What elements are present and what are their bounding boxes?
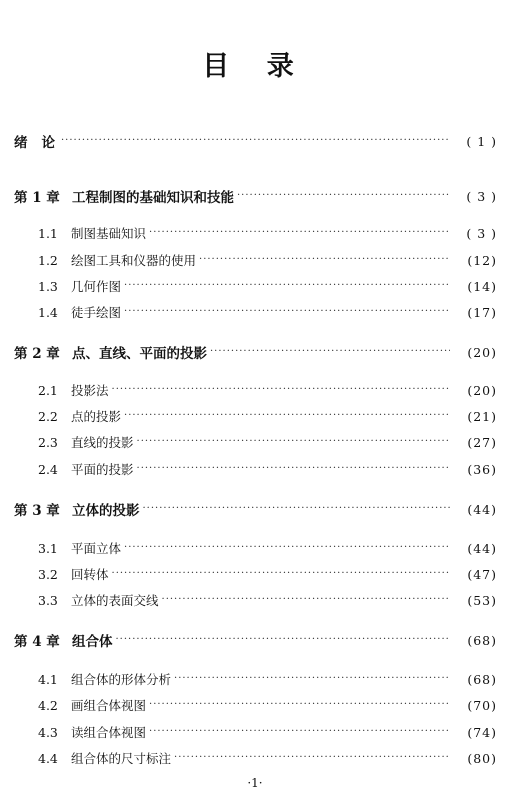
toc-entry-page: (47) bbox=[467, 566, 497, 582]
toc-entry-label: 绘图工具和仪器的使用 bbox=[71, 253, 197, 268]
toc-entry-number: 第 4 章 bbox=[14, 634, 60, 650]
dot-leader bbox=[137, 435, 450, 449]
dot-leader bbox=[210, 345, 450, 359]
toc-entry-number: 1.4 bbox=[38, 304, 58, 320]
page-number-footer: ·1· bbox=[247, 776, 263, 790]
toc-entry bbox=[0, 405, 510, 427]
toc-entry bbox=[0, 301, 510, 323]
dot-leader bbox=[112, 567, 450, 581]
toc-entry bbox=[0, 563, 510, 585]
toc-entry-number: 1.1 bbox=[38, 225, 58, 241]
toc-entry-label: 投影法 bbox=[71, 383, 109, 398]
dot-leader bbox=[149, 698, 450, 712]
toc-entry-number: 2.4 bbox=[38, 461, 58, 477]
toc-entry-number: 3.3 bbox=[38, 592, 58, 608]
toc-entry-page: (53) bbox=[467, 592, 497, 608]
toc-entry bbox=[0, 130, 510, 152]
toc-entry-label: 组合体的尺寸标注 bbox=[71, 751, 172, 766]
toc-entry-number: 绪论 bbox=[14, 135, 69, 151]
toc-entry-label: 制图基础知识 bbox=[71, 226, 147, 241]
toc-entry-number: 4.1 bbox=[38, 671, 58, 687]
toc-entry-number: 第 1 章 bbox=[14, 190, 60, 206]
dot-leader bbox=[124, 279, 450, 293]
toc-entry bbox=[0, 275, 510, 297]
toc-entry bbox=[0, 379, 510, 401]
toc-entry-number: 2.2 bbox=[38, 408, 58, 424]
toc-entry-page: (17) bbox=[467, 304, 497, 320]
dot-leader bbox=[112, 383, 450, 397]
toc-entry-page: ( 3 ) bbox=[466, 188, 497, 204]
dot-leader bbox=[149, 226, 450, 240]
toc-entry-page: (44) bbox=[467, 540, 497, 556]
dot-leader bbox=[174, 672, 450, 686]
dot-leader bbox=[149, 725, 450, 739]
dot-leader bbox=[137, 462, 450, 476]
toc-entry bbox=[0, 589, 510, 611]
toc-entry-label: 徒手绘图 bbox=[71, 305, 122, 320]
toc-entry-page: (20) bbox=[467, 382, 497, 398]
toc-entry-number: 4.4 bbox=[38, 750, 58, 766]
toc-entry-label: 工程制图的基础知识和技能 bbox=[72, 190, 234, 206]
toc-entry-number: 4.2 bbox=[38, 697, 58, 713]
toc-entry-label: 画组合体视图 bbox=[71, 698, 147, 713]
toc-entry bbox=[0, 341, 510, 363]
dot-leader bbox=[162, 593, 450, 607]
toc-entry-label: 平面的投影 bbox=[71, 462, 134, 477]
toc-entry-number: 1.2 bbox=[38, 252, 58, 268]
toc-entry-label: 组合体 bbox=[72, 634, 113, 650]
toc-entry-number: 4.3 bbox=[38, 724, 58, 740]
dot-leader bbox=[174, 751, 450, 765]
toc-entry-page: ( 3 ) bbox=[466, 225, 497, 241]
toc-entry bbox=[0, 458, 510, 480]
page-title: 目 录 bbox=[202, 51, 308, 82]
toc-entry bbox=[0, 721, 510, 743]
toc-entry-number: 3.2 bbox=[38, 566, 58, 582]
toc-entry bbox=[0, 249, 510, 271]
toc-entry-label: 几何作图 bbox=[71, 279, 122, 294]
toc-entry-page: (20) bbox=[467, 344, 497, 360]
toc-entry bbox=[0, 498, 510, 520]
toc-entry-label: 回转体 bbox=[71, 567, 109, 582]
toc-entry-label: 点的投影 bbox=[71, 409, 122, 424]
toc-entry-page: (74) bbox=[467, 724, 497, 740]
dot-leader bbox=[124, 541, 450, 555]
toc-entry bbox=[0, 747, 510, 769]
dot-leader bbox=[143, 502, 451, 516]
dot-leader bbox=[199, 253, 450, 267]
toc-entry-label: 组合体的形体分析 bbox=[71, 672, 172, 687]
toc-entry bbox=[0, 222, 510, 244]
dot-leader bbox=[124, 409, 450, 423]
dot-leader bbox=[116, 633, 451, 647]
toc-entry bbox=[0, 185, 510, 207]
toc-entry-page: (12) bbox=[467, 252, 497, 268]
toc-entry-label: 平面立体 bbox=[71, 541, 122, 556]
toc-entry-number: 2.1 bbox=[38, 382, 58, 398]
toc-entry-number: 2.3 bbox=[38, 434, 58, 450]
toc-entry bbox=[0, 668, 510, 690]
toc-entry-page: (44) bbox=[467, 501, 497, 517]
toc-entry-page: (68) bbox=[467, 671, 497, 687]
toc-entry-page: (80) bbox=[467, 750, 497, 766]
toc-entry-number: 1.3 bbox=[38, 278, 58, 294]
toc-entry-page: ( 1 ) bbox=[466, 133, 497, 149]
toc-entry bbox=[0, 537, 510, 559]
toc-entry-number: 第 2 章 bbox=[14, 346, 60, 362]
toc-entry-number: 3.1 bbox=[38, 540, 58, 556]
dot-leader bbox=[61, 134, 450, 148]
toc-entry-label: 读组合体视图 bbox=[71, 725, 147, 740]
toc-entry-label: 立体的表面交线 bbox=[71, 593, 159, 608]
toc-entry-page: (14) bbox=[467, 278, 497, 294]
dot-leader bbox=[124, 305, 450, 319]
toc-entry-number: 第 3 章 bbox=[14, 503, 60, 519]
toc-entry-page: (27) bbox=[467, 434, 497, 450]
toc-entry-label: 点、直线、平面的投影 bbox=[72, 346, 207, 362]
dot-leader bbox=[237, 189, 450, 203]
toc-entry bbox=[0, 431, 510, 453]
toc-entry-label: 直线的投影 bbox=[71, 435, 134, 450]
toc-entry-page: (68) bbox=[467, 632, 497, 648]
toc-entry-page: (21) bbox=[467, 408, 497, 424]
toc-entry bbox=[0, 694, 510, 716]
toc-entry-label: 立体的投影 bbox=[72, 503, 140, 519]
toc-entry bbox=[0, 629, 510, 651]
toc-entry-page: (70) bbox=[467, 697, 497, 713]
toc-entry-page: (36) bbox=[467, 461, 497, 477]
